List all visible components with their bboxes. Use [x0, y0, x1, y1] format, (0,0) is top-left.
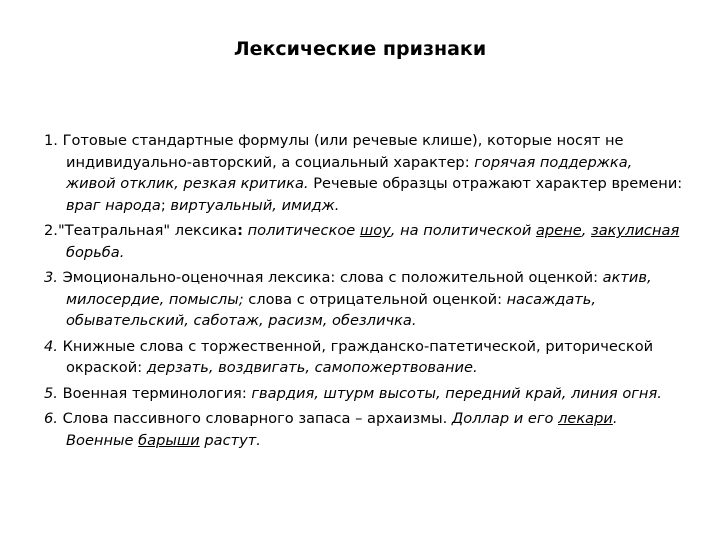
- item-text: Книжные слова с торжественной, гражданско-патетической, риторической окраской:: [57, 337, 654, 376]
- content-list: [44, 130, 684, 455]
- item-number: 3.: [44, 269, 58, 286]
- slide-title: Лексические признаки: [233, 38, 487, 60]
- item-example: дерзать, воздвигать, самопожертвование.: [146, 359, 478, 376]
- item-example: гвардия, штурм высоты, передний край, линия огня.: [251, 384, 662, 402]
- item-text: Эмоционально-оценочная лексика: слова с положительной оценкой:: [57, 269, 603, 286]
- item-example: . Военные: [66, 410, 618, 449]
- item-text: ;: [160, 196, 171, 214]
- item-number: 6.: [44, 410, 58, 427]
- item-text: "Театральная" лексика: [57, 222, 238, 239]
- item-example: , на политической: [390, 222, 536, 239]
- item-example-underlined: барыши: [138, 431, 200, 449]
- item-example: горячая поддержка, живой отклик, резкая критика.: [66, 153, 633, 192]
- list-item-5: [44, 383, 684, 405]
- item-example: Доллар и его: [451, 410, 559, 427]
- item-number: 5.: [44, 384, 58, 402]
- item-number: 4.: [44, 337, 58, 355]
- item-example: актив, милосердие, помыслы;: [66, 269, 652, 308]
- list-item-3: [44, 267, 684, 332]
- list-item-2: [44, 220, 684, 263]
- item-example: виртуальный, имидж.: [170, 196, 340, 214]
- item-example-underlined: лекари: [558, 410, 613, 427]
- item-text: слова с отрицательной оценкой:: [243, 290, 507, 308]
- item-text: Речевые образцы отражают характер времени:: [308, 175, 683, 192]
- item-example-underlined: закулисная: [590, 222, 680, 239]
- item-example-underlined: шоу: [359, 222, 391, 239]
- item-number: 1.: [44, 132, 58, 149]
- item-example: ,: [581, 222, 591, 239]
- item-example: враг народа: [66, 196, 161, 214]
- item-text: :: [237, 222, 243, 239]
- item-example: борьба.: [66, 243, 125, 261]
- item-text: Готовые стандартные формулы (или речевые клише), которые носят не индивидуально-авторский, а социальный характер:: [57, 132, 624, 171]
- item-text: Слова пассивного словарного запаса – архаизмы.: [57, 410, 452, 427]
- item-number: 2.: [44, 222, 58, 239]
- list-item-6: [44, 408, 684, 451]
- list-item-4: [44, 336, 684, 379]
- item-example-underlined: арене: [535, 222, 582, 239]
- item-text: Военная терминология:: [57, 384, 252, 402]
- item-example: политическое: [247, 222, 360, 239]
- list-item-1: [44, 130, 684, 216]
- item-example: насаждать, обывательский, саботаж, расизм, обезличка.: [66, 290, 597, 329]
- item-example: растут.: [199, 431, 261, 449]
